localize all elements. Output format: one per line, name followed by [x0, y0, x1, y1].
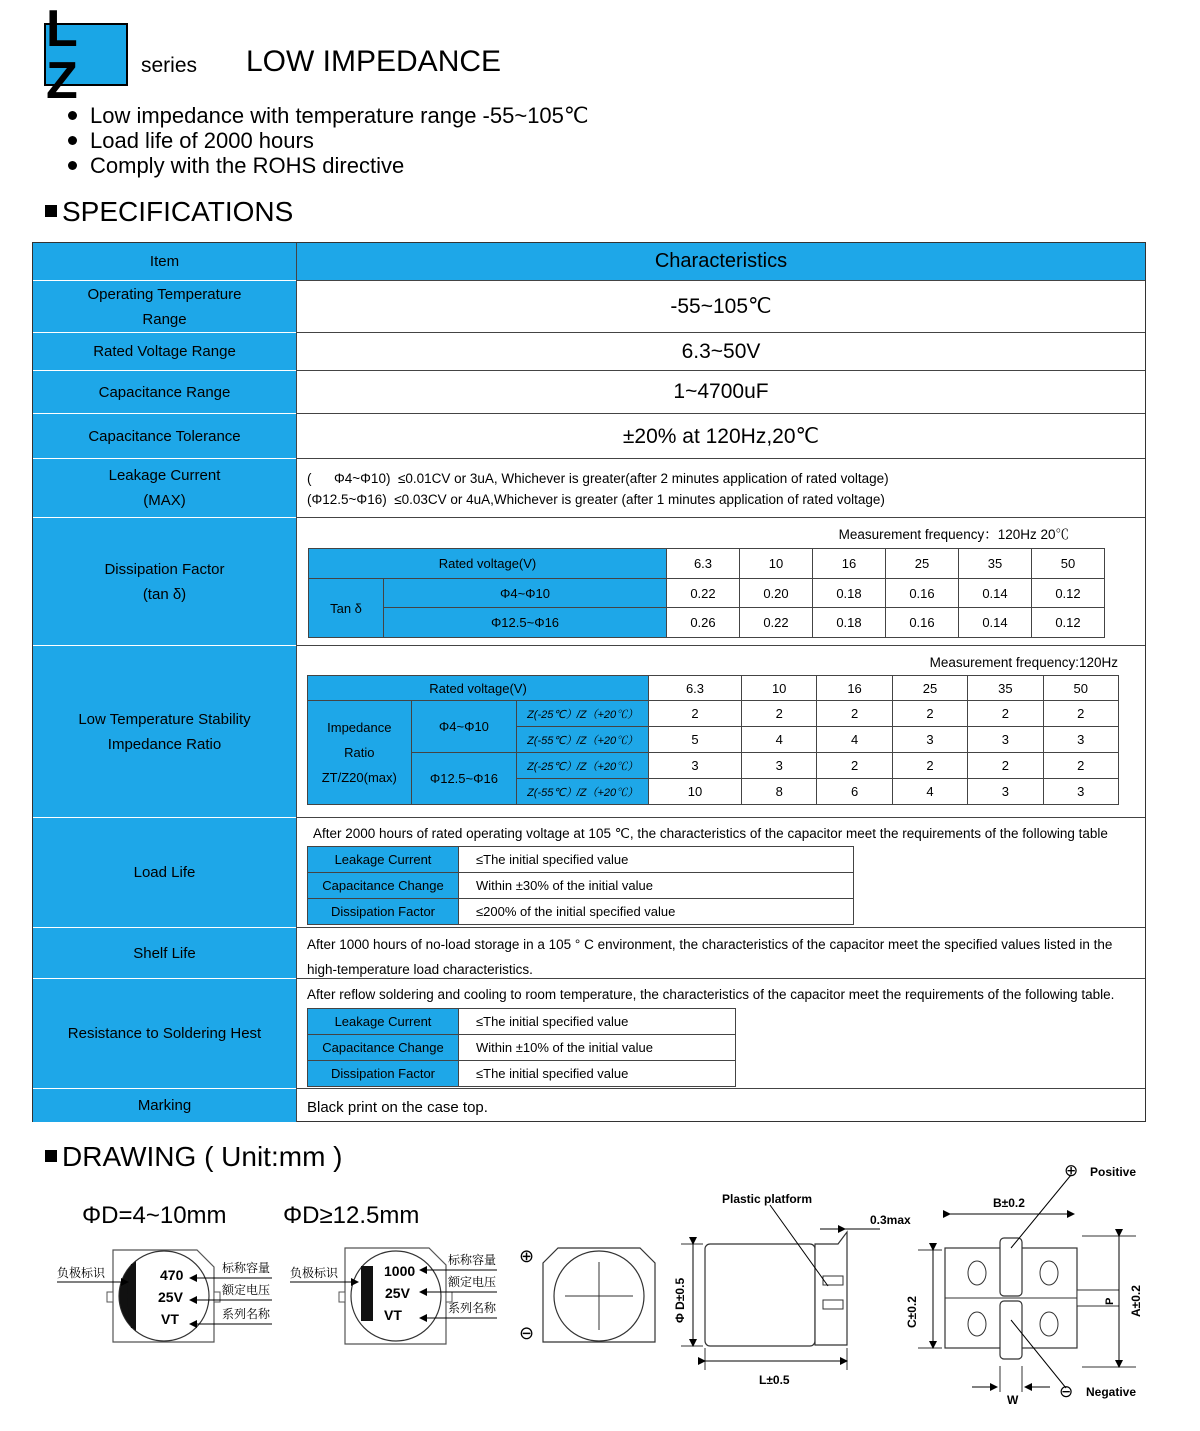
drawing-heading: DRAWING ( Unit:mm ) — [45, 1141, 343, 1173]
volt-label-2: 额定电压 — [448, 1275, 497, 1289]
neg-mark-label-2: 负极标识 — [290, 1266, 339, 1280]
value-cell: 8 — [741, 779, 816, 805]
low-temp-note: Measurement frequency:120Hz — [929, 655, 1118, 670]
small-volt-text: 25V — [158, 1289, 183, 1305]
op-temp-label: Operating Temperature Range — [33, 281, 296, 333]
load-life-table — [307, 846, 854, 925]
soldering-label: Resistance to Soldering Hest — [33, 979, 296, 1089]
soldering-key: Capacitance Change — [308, 1035, 459, 1061]
max03-label: 0.3max — [870, 1213, 911, 1227]
series-label: series — [141, 54, 198, 77]
leakage-label: Leakage Current (MAX) — [33, 459, 296, 518]
load-life-val: ≤200% of the initial specified value — [459, 899, 854, 925]
value-cell: 0.18 — [812, 608, 885, 638]
square-bullet-icon — [45, 205, 57, 217]
marking-value: Black print on the case top. — [296, 1089, 1145, 1122]
large-volt-text: 25V — [385, 1285, 410, 1301]
l-dimension-label: L±0.5 — [759, 1373, 790, 1387]
voltage-cell: 10 — [739, 549, 812, 579]
large-cap-text: 1000 — [384, 1263, 416, 1279]
voltage-cell: 35 — [958, 549, 1031, 579]
leakage-value: ( Φ4~Φ10) ≤0.01CV or 3uA, Whichever is greater(after 2 minutes application of rated voltage) (Φ12.5~Φ16) ≤0.03CV or 4uA,Whichever is greater (after 1 minutes application of rated voltage) — [296, 459, 1145, 518]
plastic-platform-label: Plastic platform — [722, 1192, 813, 1206]
soldering-key: Leakage Current — [308, 1009, 459, 1035]
value-cell: 0.14 — [958, 579, 1031, 608]
value-cell: 0.12 — [1031, 608, 1104, 638]
soldering-val: ≤The initial specified value — [459, 1061, 736, 1087]
voltage-cell: 6.3 — [649, 676, 742, 701]
series-logo — [44, 0, 128, 110]
impedance-table — [307, 675, 1119, 805]
value-cell: 3 — [968, 779, 1043, 805]
tolerance-label: Capacitance Tolerance — [33, 414, 296, 459]
plus-icon: ⊕ — [519, 1246, 535, 1266]
drawing-figures — [0, 1140, 1200, 1431]
value-cell: 3 — [892, 727, 967, 753]
value-cell: 2 — [968, 701, 1043, 727]
value-cell: 2 — [817, 701, 892, 727]
bottom-view — [918, 1175, 1136, 1392]
large-size-title: ΦD≥12.5mm — [283, 1202, 420, 1229]
value-cell: 0.12 — [1031, 579, 1104, 608]
dissipation-value — [296, 518, 1145, 646]
rated-voltage-cell: Rated voltage(V) — [308, 676, 649, 701]
capacitance-label: Capacitance Range — [33, 371, 296, 414]
feature-item: Load life of 2000 hours — [68, 128, 589, 153]
value-cell: 2 — [817, 753, 892, 779]
load-life-intro: After 2000 hours of rated operating voltage at 105 ℃, the characteristics of the capacitor meet the requirements of the following table — [313, 826, 1108, 841]
feature-item: Low impedance with temperature range -55~105℃ — [68, 103, 589, 128]
load-life-val: Within ±30% of the initial value — [459, 873, 854, 899]
rated-voltage-cell: Rated voltage(V) — [309, 549, 667, 579]
condition-cell: Z(-25℃）/Z（+20℃） — [517, 753, 649, 779]
value-cell: 0.16 — [885, 608, 958, 638]
voltage-cell: 16 — [817, 676, 892, 701]
soldering-intro: After reflow soldering and cooling to room temperature, the characteristics of the capacitor meet the requirements of the following table. — [307, 987, 1115, 1002]
value-cell: 0.26 — [666, 608, 739, 638]
tan-cell: Tan δ — [309, 579, 384, 638]
voltage-cell: 35 — [968, 676, 1043, 701]
neg-mark-label: 负极标识 — [57, 1266, 106, 1280]
side-view — [681, 1205, 880, 1370]
value-cell: 10 — [649, 779, 742, 805]
value-cell: 2 — [892, 753, 967, 779]
value-cell: 6 — [817, 779, 892, 805]
value-cell: 0.22 — [666, 579, 739, 608]
soldering-table — [307, 1008, 736, 1087]
soldering-val: ≤The initial specified value — [459, 1009, 736, 1035]
series-label-cn-2: 系列名称 — [448, 1301, 497, 1315]
specifications-heading: SPECIFICATIONS — [45, 196, 293, 228]
size-cell: Φ4~Φ10 — [384, 579, 667, 608]
value-cell: 4 — [817, 727, 892, 753]
voltage-cell: 50 — [1031, 549, 1104, 579]
dissipation-table — [308, 548, 1105, 638]
load-life-value — [296, 818, 1145, 928]
load-life-val: ≤The initial specified value — [459, 847, 854, 873]
item-header: Item — [33, 243, 296, 281]
page-title: LOW IMPEDANCE — [246, 45, 502, 78]
w-dimension-label: W — [1007, 1393, 1019, 1407]
shelf-life-label: Shelf Life — [33, 928, 296, 979]
a-dimension-label: A±0.2 — [1129, 1285, 1143, 1317]
condition-cell: Z(-55℃）/Z（+20℃） — [517, 779, 649, 805]
specifications-table — [32, 242, 1146, 1122]
soldering-key: Dissipation Factor — [308, 1061, 459, 1087]
condition-cell: Z(-55℃）/Z（+20℃） — [517, 727, 649, 753]
op-temp-value: -55~105℃ — [296, 281, 1145, 333]
positive-icon: ⊕ — [1064, 1161, 1079, 1180]
negative-icon: ⊖ — [1059, 1382, 1074, 1401]
value-cell: 3 — [968, 727, 1043, 753]
feature-item: Comply with the ROHS directive — [68, 153, 589, 178]
series-logo-text: L Z — [46, 0, 88, 110]
series-label-cn: 系列名称 — [222, 1307, 271, 1321]
tolerance-value: ±20% at 120Hz,20℃ — [296, 414, 1145, 459]
value-cell: 4 — [892, 779, 967, 805]
marking-label: Marking — [33, 1089, 296, 1122]
negative-label: Negative — [1086, 1385, 1137, 1399]
voltage-cell: 25 — [885, 549, 958, 579]
voltage-cell: 6.3 — [666, 549, 739, 579]
value-cell: 0.18 — [812, 579, 885, 608]
cap-label: 标称容量 — [222, 1261, 271, 1275]
top-view — [543, 1248, 655, 1342]
value-cell: 2 — [1043, 701, 1118, 727]
value-cell: 3 — [1043, 779, 1118, 805]
voltage-cell: 16 — [812, 549, 885, 579]
size-cell: Φ12.5~Φ16 — [384, 608, 667, 638]
p-dimension-label: P — [1104, 1297, 1116, 1305]
positive-label: Positive — [1090, 1165, 1137, 1179]
value-cell: 2 — [892, 701, 967, 727]
voltage-label: Rated Voltage Range — [33, 333, 296, 371]
low-temp-value — [296, 646, 1145, 818]
shelf-life-value: After 1000 hours of no-load storage in a 105 ° C environment, the characteristics of the capacitor meet the specified values listed in the high-temperature load characteristics. — [296, 928, 1145, 979]
small-size-title: ΦD=4~10mm — [82, 1202, 227, 1229]
load-life-key: Leakage Current — [308, 847, 459, 873]
value-cell: 2 — [968, 753, 1043, 779]
value-cell: 0.14 — [958, 608, 1031, 638]
size-cell: Φ12.5~Φ16 — [411, 753, 517, 805]
dissipation-label: Dissipation Factor (tan δ) — [33, 518, 296, 646]
voltage-cell: 25 — [892, 676, 967, 701]
value-cell: 4 — [741, 727, 816, 753]
soldering-value — [296, 979, 1145, 1089]
soldering-val: Within ±10% of the initial value — [459, 1035, 736, 1061]
value-cell: 0.22 — [739, 608, 812, 638]
voltage-cell: 10 — [741, 676, 816, 701]
value-cell: 3 — [649, 753, 742, 779]
value-cell: 3 — [741, 753, 816, 779]
capacitance-value: 1~4700uF — [296, 371, 1145, 414]
load-life-key: Capacitance Change — [308, 873, 459, 899]
value-cell: 5 — [649, 727, 742, 753]
impedance-ratio-cell: Impedance Ratio ZT/Z20(max) — [308, 701, 412, 805]
value-cell: 2 — [1043, 753, 1118, 779]
b-dimension-label: B±0.2 — [993, 1196, 1025, 1210]
cap-label-2: 标称容量 — [448, 1253, 497, 1267]
phi-d-label: Φ D±0.5 — [673, 1277, 687, 1323]
small-cap-text: 470 — [160, 1267, 184, 1283]
volt-label: 额定电压 — [222, 1283, 271, 1297]
size-cell: Φ4~Φ10 — [411, 701, 517, 753]
small-series-text: VT — [161, 1311, 179, 1327]
value-cell: 2 — [741, 701, 816, 727]
minus-icon: ⊖ — [519, 1323, 535, 1343]
condition-cell: Z(-25℃）/Z（+20℃） — [517, 701, 649, 727]
large-series-text: VT — [384, 1307, 402, 1323]
dissipation-note: Measurement frequency：120Hz 20℃ — [838, 527, 1069, 542]
voltage-cell: 50 — [1043, 676, 1118, 701]
characteristics-header: Characteristics — [296, 243, 1145, 281]
value-cell: 0.20 — [739, 579, 812, 608]
value-cell: 0.16 — [885, 579, 958, 608]
c-dimension-label: C±0.2 — [905, 1296, 919, 1328]
low-temp-label: Low Temperature Stability Impedance Ratio — [33, 646, 296, 818]
load-life-key: Dissipation Factor — [308, 899, 459, 925]
feature-list — [68, 103, 589, 178]
value-cell: 2 — [649, 701, 742, 727]
voltage-value: 6.3~50V — [296, 333, 1145, 371]
load-life-label: Load Life — [33, 818, 296, 928]
value-cell: 3 — [1043, 727, 1118, 753]
